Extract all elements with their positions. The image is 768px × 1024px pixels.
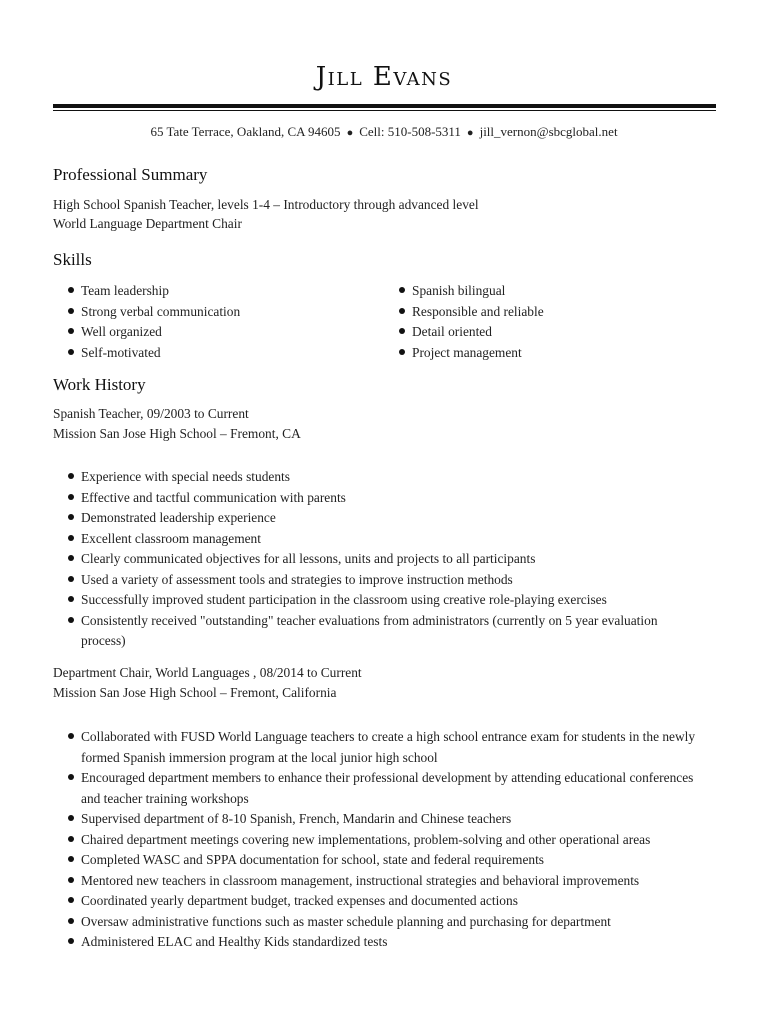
skill-item: Self-motivated [67,343,367,364]
duty-item: Chaired department meetings covering new implementations, problem-solving and other operational areas [67,830,697,851]
contact-separator: ● [466,127,474,139]
duty-item: Used a variety of assessment tools and strategies to improve instruction methods [67,570,677,591]
skill-item: Responsible and reliable [398,302,698,323]
duty-item: Mentored new teachers in classroom management, instructional strategies and behavioral improvements [67,871,697,892]
summary-heading: Professional Summary [53,165,208,184]
header-rule-thick [53,104,716,108]
duty-item: Oversaw administrative functions such as master schedule planning and purchasing for department [67,912,697,933]
duty-item: Encouraged department members to enhance their professional development by attending educational conferences and teacher training workshops [67,768,697,809]
duty-item: Completed WASC and SPPA documentation for school, state and federal requirements [67,850,697,871]
duty-item: Experience with special needs students [67,467,677,488]
skill-item: Well organized [67,322,367,343]
contact-address: 65 Tate Terrace, Oakland, CA 94605 [150,124,341,139]
contact-cell: Cell: 510-508-5311 [359,124,461,139]
header-rule-thin [53,110,716,111]
job-place-line: Mission San Jose High School – Fremont, CA [53,426,301,441]
job-role-line: Spanish Teacher, 09/2003 to Current [53,406,249,421]
duty-item: Excellent classroom management [67,529,677,550]
duty-item: Demonstrated leadership experience [67,508,677,529]
duty-item: Collaborated with FUSD World Language teachers to create a high school entrance exam for students in the newly formed Spanish immersion program at the local junior high school [67,727,697,768]
summary-line: World Language Department Chair [53,216,242,231]
contact-line [0,124,768,140]
skill-item: Project management [398,343,698,364]
job-duties-list [67,467,677,652]
duty-item: Administered ELAC and Healthy Kids standardized tests [67,932,697,953]
skill-item: Team leadership [67,281,367,302]
duty-item: Coordinated yearly department budget, tracked expenses and documented actions [67,891,697,912]
skill-item: Spanish bilingual [398,281,698,302]
skill-item: Detail oriented [398,322,698,343]
skills-list-left [67,281,367,363]
duty-item: Supervised department of 8-10 Spanish, French, Mandarin and Chinese teachers [67,809,697,830]
job-duties-list [67,727,697,953]
duty-item: Consistently received "outstanding" teacher evaluations from administrators (currently on 5 year evaluation process) [67,611,677,652]
contact-separator: ● [346,127,354,139]
duty-item: Clearly communicated objectives for all lessons, units and projects to all participants [67,549,677,570]
contact-email: jill_vernon@sbcglobal.net [479,124,618,139]
summary-line: High School Spanish Teacher, levels 1-4 – Introductory through advanced level [53,197,479,212]
duty-item: Successfully improved student participation in the classroom using creative role-playing exercises [67,590,677,611]
skill-item: Strong verbal communication [67,302,367,323]
work-history-heading: Work History [53,375,146,394]
job-place-line: Mission San Jose High School – Fremont, California [53,685,337,700]
job-role-line: Department Chair, World Languages , 08/2014 to Current [53,665,362,680]
skills-heading: Skills [53,250,92,269]
duty-item: Effective and tactful communication with parents [67,488,677,509]
skills-list-right [398,281,698,363]
candidate-name: Jill Evans [315,62,453,92]
